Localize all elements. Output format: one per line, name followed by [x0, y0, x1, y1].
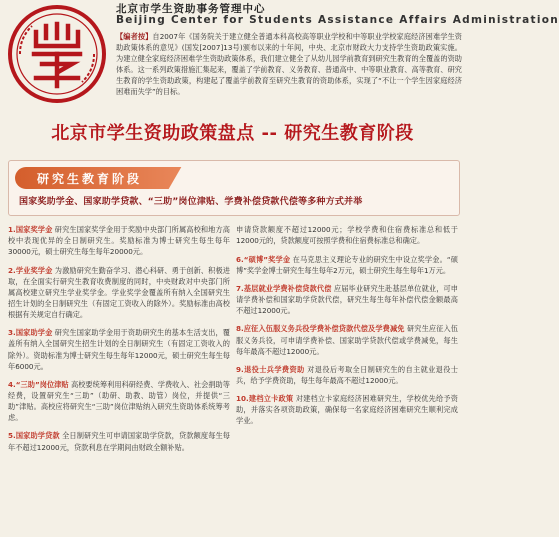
policy-item	[8, 224, 230, 257]
policy-item-text: 对退役后考取全日制研究生的自主就业退役士兵，给予学费资助，每生每年最高不超过12000元。	[236, 364, 458, 385]
policy-item-text: 研究生国家助学金用于资助研究生的基本生活支出，覆盖所有纳入全国研究生招生计划的全日制研究生（有固定工资收入的除外）。资助标准为博士研究生每生每年12000元，硕士研究生每生每年6000元。	[8, 328, 230, 371]
policy-item	[8, 327, 230, 371]
policy-item-heading: 2.学业奖学金	[8, 265, 53, 275]
policy-item-text: 为激励研究生勤奋学习、潜心科研、勇于创新、积极进取，在全面实行研究生教育收费制度的同时，中央财政对中央部门所属高校建立研究生学业奖学金。学业奖学金覆盖所有纳入全国研究生招生计划的全日制研究生（有固定工资收入的除外）。奖励标准由高校根据有关规定自行确定。	[8, 265, 230, 320]
policy-item	[236, 364, 458, 386]
policy-item-heading: 4.“三助”岗位津贴	[8, 379, 69, 389]
section-title: 研究生教育阶段	[37, 172, 143, 186]
policy-item-heading: 5.国家助学贷款	[8, 431, 60, 441]
section-banner	[8, 160, 460, 216]
policy-item	[236, 393, 458, 426]
policy-item-heading: 1.国家奖学金	[8, 225, 53, 235]
policy-item-heading: 9.退役士兵学费资助	[236, 364, 305, 374]
page-title: 北京市学生资助政策盘点 -- 研究生教育阶段	[51, 123, 414, 144]
policy-item-text: 应届毕业研究生赴基层单位就业，可申请学费补偿和国家助学贷款代偿，研究生每生每年补偿代偿金额最高不超过12000元。	[236, 283, 458, 316]
editor-note-tag: 【编者按】	[116, 32, 153, 41]
policy-item	[236, 254, 458, 276]
left-column	[8, 217, 230, 459]
policy-item-heading: 6.“硕博”奖学金	[236, 254, 291, 264]
organization-name-cn: 北京市学生资助事务管理中心	[116, 3, 266, 15]
policy-item-text: 全日制研究生可申请国家助学贷款，贷款额度每生每年不超过12000元，贷款利息在学期间由财政全额补贴。	[8, 431, 230, 452]
policy-item-text: 研究生应征入伍服义务兵役，可申请学费补偿、国家助学贷款代偿或学费减免，每生每年最高不超过12000元。	[236, 324, 458, 356]
policy-item-heading: 3.国家助学金	[8, 328, 53, 338]
policy-item	[236, 323, 458, 356]
policy-item-heading: 7.基层就业学费补偿贷款代偿	[236, 283, 332, 293]
organization-name-en: Beijing Center for Students Assistance Affairs Administration	[116, 14, 559, 26]
policy-item	[8, 430, 230, 452]
policy-item-text: 在马克思主义理论专业的研究生中设立奖学金。“硕博”奖学金博士研究生每生每年2万元，硕士研究生每生每年1万元。	[236, 254, 458, 275]
editor-note	[116, 31, 462, 97]
policy-item	[8, 265, 230, 320]
policy-item-text: 申请贷款额度不超过12000元；学校学费和住宿费标准总和低于12000元的，贷款额度可按照学费和住宿费标准总和确定。	[236, 225, 458, 246]
right-column	[236, 217, 458, 433]
editor-note-text: 自2007年《国务院关于建立健全普通本科高校高等职业学校和中等职业学校家庭经济困难学生资助政策体系的意见》(国发[2007]13号)颁布以来的十年间，中央、北京市财政大力支持学生资助政策实施。为建立健全家庭经济困难学生资助政策体系，我们建立健全了从幼儿园学前教育到研究生教育的全覆盖的资助体系。这一系列政策措施汇集起来，覆盖了学前教育、义务教育、普通高中、中等职业教育、高等教育、研究生教育的学生资助政策，构建起了覆盖学前教育至研究生教育的资助体系，实现了“不让一个学生因家庭经济困难而失学”的目标。	[116, 32, 462, 96]
policy-item	[236, 224, 458, 246]
policy-item	[8, 379, 230, 423]
policy-item-heading: 8.应征入伍服义务兵役学费补偿贷款代偿及学费减免	[236, 324, 405, 334]
policy-item	[236, 283, 458, 316]
policy-item-text: 对建档立卡家庭经济困难研究生，学校优先给予资助，并落实各项资助政策，确保每一名家庭经济困难研究生顺利完成学业。	[236, 394, 458, 426]
section-subtitle: 国家奖助学金、国家助学贷款、“三助”岗位津贴、学费补偿贷款代偿等多种方式并举	[19, 197, 363, 207]
policy-item-heading: 10.建档立卡政策	[236, 394, 294, 404]
section-banner-ribbon	[15, 167, 225, 189]
center-logo	[6, 2, 108, 106]
policy-item-text: 研究生国家奖学金用于奖励中央部门所属高校和地方高校中表现优异的全日制研究生。奖励标准为博士研究生每生每年30000元，硕士研究生每生每年20000元。	[8, 225, 230, 257]
policy-item-text: 高校要统筹利用科研经费、学费收入、社会捐助等经费，设置研究生“三助”（助研、助教、助管）岗位，并提供“三助”津贴。高校应将研究生“三助”岗位津贴纳入研究生资助体系统筹考虑。	[8, 379, 230, 423]
